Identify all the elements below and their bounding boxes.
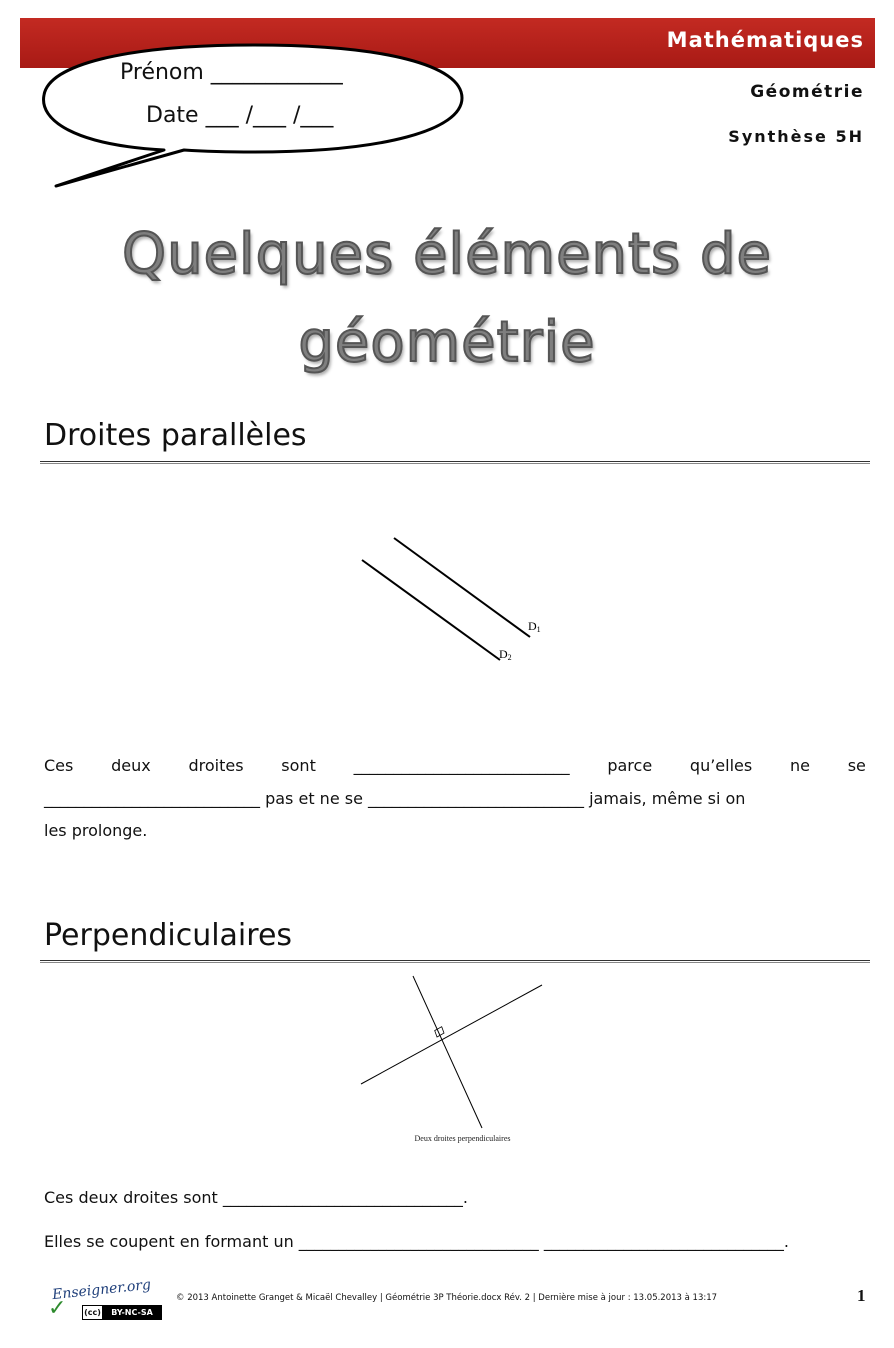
license-label: BY-NC-SA <box>103 1306 161 1319</box>
word: parce <box>607 756 653 775</box>
logo-text: Enseigner.org <box>51 1276 152 1304</box>
header-topic: Géométrie <box>750 82 864 102</box>
footer-credits: © 2013 Antoinette Granget & Micaël Chevalley | Géométrie 3P Théorie.docx Rév. 2 | Dernière mise à jour : 13.05.2013 à 13:17 <box>176 1293 718 1303</box>
prenom-field[interactable]: Prénom ____________ <box>120 60 343 85</box>
section-divider <box>40 960 870 963</box>
perpendicular-text-line-2: Elles se coupent en formant un ______________________________ ______________________________. <box>44 1232 789 1251</box>
parallel-lines-figure <box>350 530 560 670</box>
parallel-text-line-1 <box>44 756 866 775</box>
word: ___________________________ <box>353 756 570 775</box>
word: droites <box>188 756 244 775</box>
enseigner-logo <box>44 1276 166 1324</box>
section-heading-parallel: Droites parallèles <box>44 418 307 453</box>
document-title-line-2: géométrie <box>298 310 596 375</box>
section-divider <box>40 461 870 464</box>
section-heading-perpendicular: Perpendiculaires <box>44 918 293 953</box>
line-steep <box>413 976 482 1128</box>
word: se <box>847 756 866 775</box>
perpendicular-lines-figure <box>355 972 555 1132</box>
header-subject: Mathématiques <box>666 28 864 52</box>
date-field[interactable]: Date ___ /___ /___ <box>146 103 334 128</box>
perpendicular-caption: Deux droites perpendiculaires <box>414 1134 511 1143</box>
license-badge <box>82 1305 162 1320</box>
creative-commons-icon: (cc) <box>83 1306 103 1319</box>
name-date-speech-bubble <box>34 40 474 195</box>
page-number: 1 <box>857 1286 866 1305</box>
parallel-text-line-2: ___________________________ pas et ne se ___________________________ jamais, même si on <box>44 789 746 808</box>
checkmark-icon: ✓ <box>48 1296 67 1321</box>
header-level: Synthèse 5H <box>728 127 864 146</box>
perpendicular-text-line-1: Ces deux droites sont ______________________________. <box>44 1188 468 1207</box>
line-d1 <box>394 538 530 637</box>
document-title-line-1: Quelques éléments de <box>122 222 772 287</box>
label-d1: D1 <box>528 619 541 634</box>
right-angle-marker <box>435 1027 444 1037</box>
line-d2 <box>362 560 500 660</box>
word: sont <box>281 756 316 775</box>
parallel-text-line-3: les prolonge. <box>44 821 148 840</box>
word: qu’elles <box>689 756 753 775</box>
word: deux <box>111 756 151 775</box>
label-d2: D2 <box>499 647 512 662</box>
word: ne <box>789 756 810 775</box>
line-shallow <box>361 985 542 1084</box>
word: Ces <box>44 756 74 775</box>
